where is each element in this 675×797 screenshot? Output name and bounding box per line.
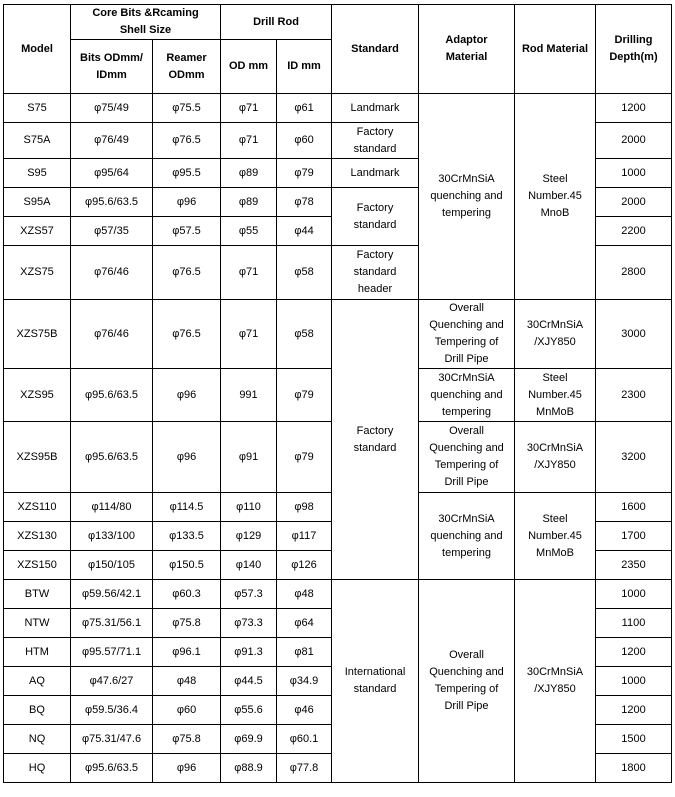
rod-od-cell: φ71 — [221, 300, 277, 369]
rod-od-cell: φ57.3 — [221, 580, 277, 609]
bits-od-cell: φ76/46 — [71, 300, 153, 369]
rod-id-cell: φ98 — [277, 493, 332, 522]
drilling-depth-cell: 1600 — [596, 493, 672, 522]
reamer-od-cell: φ60 — [153, 696, 221, 725]
rod-id-cell: φ78 — [277, 188, 332, 217]
header-drilling-depth: Drilling Depth(m) — [596, 5, 672, 94]
reamer-od-cell: φ96 — [153, 422, 221, 493]
reamer-od-cell: φ150.5 — [153, 551, 221, 580]
drilling-depth-cell: 3200 — [596, 422, 672, 493]
bits-od-cell: φ133/100 — [71, 522, 153, 551]
rod-od-cell: φ88.9 — [221, 754, 277, 783]
model-cell: XZS110 — [4, 493, 71, 522]
rod-id-cell: φ48 — [277, 580, 332, 609]
rod-od-cell: φ71 — [221, 123, 277, 159]
rod-id-cell: φ117 — [277, 522, 332, 551]
drilling-depth-cell: 1200 — [596, 94, 672, 123]
model-cell: AQ — [4, 667, 71, 696]
model-cell: NTW — [4, 609, 71, 638]
drilling-depth-cell: 2000 — [596, 188, 672, 217]
adaptor-material-cell: Overall Quenching and Tempering of Drill Pipe — [419, 580, 515, 783]
rod-id-cell: φ58 — [277, 300, 332, 369]
rod-id-cell: φ81 — [277, 638, 332, 667]
bits-od-cell: φ95/64 — [71, 159, 153, 188]
model-cell: S95A — [4, 188, 71, 217]
drilling-depth-cell: 1500 — [596, 725, 672, 754]
model-cell: BQ — [4, 696, 71, 725]
rod-od-cell: φ89 — [221, 159, 277, 188]
model-cell: XZS150 — [4, 551, 71, 580]
model-cell: XZS130 — [4, 522, 71, 551]
reamer-od-cell: φ57.5 — [153, 217, 221, 246]
adaptor-material-cell: 30CrMnSiA quenching and tempering — [419, 369, 515, 422]
rod-id-cell: φ126 — [277, 551, 332, 580]
rod-od-cell: φ71 — [221, 246, 277, 300]
drilling-depth-cell: 2200 — [596, 217, 672, 246]
standard-cell: Factory standard — [332, 300, 419, 580]
model-cell: XZS75 — [4, 246, 71, 300]
drilling-depth-cell: 2800 — [596, 246, 672, 300]
header-rod-material: Rod Material — [515, 5, 596, 94]
drill-rod-spec-table — [3, 4, 672, 783]
rod-id-cell: φ79 — [277, 369, 332, 422]
adaptor-material-cell: Overall Quenching and Tempering of Drill Pipe — [419, 422, 515, 493]
header-core-bits: Core Bits &Rcaming Shell Size — [71, 5, 221, 40]
model-cell: S75A — [4, 123, 71, 159]
rod-material-cell: Steel Number.45 MnoB — [515, 94, 596, 300]
rod-material-cell: 30CrMnSiA /XJY850 — [515, 300, 596, 369]
rod-id-cell: φ60 — [277, 123, 332, 159]
bits-od-cell: φ114/80 — [71, 493, 153, 522]
rod-id-cell: φ64 — [277, 609, 332, 638]
model-cell: XZS95B — [4, 422, 71, 493]
reamer-od-cell: φ96.1 — [153, 638, 221, 667]
bits-od-cell: φ95.57/71.1 — [71, 638, 153, 667]
header-bits-od: Bits ODmm/ IDmm — [71, 40, 153, 94]
header-id-mm: ID mm — [277, 40, 332, 94]
rod-od-cell: φ89 — [221, 188, 277, 217]
reamer-od-cell: φ96 — [153, 754, 221, 783]
header-row-1 — [4, 5, 672, 40]
rod-id-cell: φ79 — [277, 159, 332, 188]
standard-cell: Factory standard — [332, 188, 419, 246]
header-adaptor-material: Adaptor Material — [419, 5, 515, 94]
drilling-depth-cell: 1200 — [596, 696, 672, 725]
reamer-od-cell: φ75.8 — [153, 725, 221, 754]
rod-od-cell: φ140 — [221, 551, 277, 580]
bits-od-cell: φ95.6/63.5 — [71, 754, 153, 783]
bits-od-cell: φ95.6/63.5 — [71, 188, 153, 217]
model-cell: XZS75B — [4, 300, 71, 369]
bits-od-cell: φ95.6/63.5 — [71, 422, 153, 493]
model-cell: S95 — [4, 159, 71, 188]
reamer-od-cell: φ95.5 — [153, 159, 221, 188]
rod-id-cell: φ79 — [277, 422, 332, 493]
header-od-mm: OD mm — [221, 40, 277, 94]
rod-od-cell: φ129 — [221, 522, 277, 551]
rod-od-cell: φ71 — [221, 94, 277, 123]
table-row — [4, 580, 672, 609]
drilling-depth-cell: 1200 — [596, 638, 672, 667]
drilling-depth-cell: 1000 — [596, 667, 672, 696]
drilling-depth-cell: 1000 — [596, 159, 672, 188]
rod-id-cell: φ34.9 — [277, 667, 332, 696]
header-drill-rod: Drill Rod — [221, 5, 332, 40]
bits-od-cell: φ57/35 — [71, 217, 153, 246]
rod-id-cell: φ58 — [277, 246, 332, 300]
rod-od-cell: φ44.5 — [221, 667, 277, 696]
reamer-od-cell: φ133.5 — [153, 522, 221, 551]
model-cell: HQ — [4, 754, 71, 783]
rod-od-cell: φ73.3 — [221, 609, 277, 638]
rod-material-cell: Steel Number.45 MnMoB — [515, 493, 596, 580]
model-cell: BTW — [4, 580, 71, 609]
standard-cell: Landmark — [332, 94, 419, 123]
model-cell: XZS95 — [4, 369, 71, 422]
bits-od-cell: φ76/49 — [71, 123, 153, 159]
standard-cell: Landmark — [332, 159, 419, 188]
rod-material-cell: 30CrMnSiA /XJY850 — [515, 422, 596, 493]
rod-id-cell: φ60.1 — [277, 725, 332, 754]
model-cell: XZS57 — [4, 217, 71, 246]
rod-material-cell: Steel Number.45 MnMoB — [515, 369, 596, 422]
bits-od-cell: φ150/105 — [71, 551, 153, 580]
drilling-depth-cell: 2000 — [596, 123, 672, 159]
reamer-od-cell: φ96 — [153, 188, 221, 217]
reamer-od-cell: φ76.5 — [153, 246, 221, 300]
bits-od-cell: φ95.6/63.5 — [71, 369, 153, 422]
drilling-depth-cell: 1700 — [596, 522, 672, 551]
bits-od-cell: φ59.56/42.1 — [71, 580, 153, 609]
rod-od-cell: φ55.6 — [221, 696, 277, 725]
drilling-depth-cell: 2350 — [596, 551, 672, 580]
rod-od-cell: φ110 — [221, 493, 277, 522]
reamer-od-cell: φ76.5 — [153, 123, 221, 159]
reamer-od-cell: φ75.8 — [153, 609, 221, 638]
adaptor-material-cell: 30CrMnSiA quenching and tempering — [419, 493, 515, 580]
drilling-depth-cell: 1000 — [596, 580, 672, 609]
header-reamer-od: Reamer ODmm — [153, 40, 221, 94]
header-standard: Standard — [332, 5, 419, 94]
reamer-od-cell: φ114.5 — [153, 493, 221, 522]
standard-cell: Factory standard — [332, 123, 419, 159]
drilling-depth-cell: 2300 — [596, 369, 672, 422]
rod-id-cell: φ61 — [277, 94, 332, 123]
rod-od-cell: 991 — [221, 369, 277, 422]
rod-id-cell: φ44 — [277, 217, 332, 246]
table-row — [4, 94, 672, 123]
reamer-od-cell: φ48 — [153, 667, 221, 696]
rod-id-cell: φ46 — [277, 696, 332, 725]
bits-od-cell: φ76/46 — [71, 246, 153, 300]
drilling-depth-cell: 3000 — [596, 300, 672, 369]
model-cell: S75 — [4, 94, 71, 123]
rod-od-cell: φ91.3 — [221, 638, 277, 667]
model-cell: NQ — [4, 725, 71, 754]
rod-material-cell: 30CrMnSiA /XJY850 — [515, 580, 596, 783]
bits-od-cell: φ75/49 — [71, 94, 153, 123]
model-cell: HTM — [4, 638, 71, 667]
drilling-depth-cell: 1800 — [596, 754, 672, 783]
reamer-od-cell: φ75.5 — [153, 94, 221, 123]
rod-id-cell: φ77.8 — [277, 754, 332, 783]
adaptor-material-cell: 30CrMnSiA quenching and tempering — [419, 94, 515, 300]
bits-od-cell: φ59.5/36.4 — [71, 696, 153, 725]
bits-od-cell: φ47.6/27 — [71, 667, 153, 696]
adaptor-material-cell: Overall Quenching and Tempering of Drill Pipe — [419, 300, 515, 369]
standard-cell: Factory standard header — [332, 246, 419, 300]
rod-od-cell: φ55 — [221, 217, 277, 246]
reamer-od-cell: φ76.5 — [153, 300, 221, 369]
bits-od-cell: φ75.31/47.6 — [71, 725, 153, 754]
rod-od-cell: φ69.9 — [221, 725, 277, 754]
header-model: Model — [4, 5, 71, 94]
drilling-depth-cell: 1100 — [596, 609, 672, 638]
reamer-od-cell: φ60.3 — [153, 580, 221, 609]
rod-od-cell: φ91 — [221, 422, 277, 493]
reamer-od-cell: φ96 — [153, 369, 221, 422]
standard-cell: International standard — [332, 580, 419, 783]
table-row — [4, 300, 672, 369]
bits-od-cell: φ75.31/56.1 — [71, 609, 153, 638]
